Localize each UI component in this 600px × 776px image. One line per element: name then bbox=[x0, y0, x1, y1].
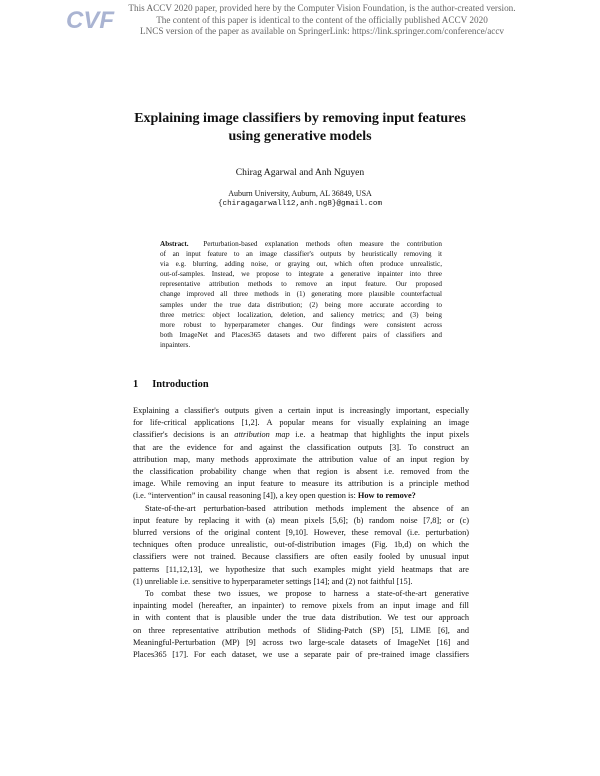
paragraph-line: techniques often produce unrealistic, out-of-distribution images (Fig. 1b,d) on which the bbox=[133, 540, 469, 550]
abstract-line: samples under the true data distribution; (2) being more accurate according to bbox=[160, 300, 442, 309]
cvf-logo bbox=[66, 6, 114, 34]
authors: Chirag Agarwal and Anh Nguyen bbox=[235, 167, 365, 178]
key-question: How to remove? bbox=[357, 491, 416, 501]
body-text bbox=[133, 405, 469, 661]
abstract-line: inpainters. bbox=[160, 340, 191, 349]
paragraph-line: inpainting model (hereafter, an inpainter) to remove pixels from an input image and fill bbox=[133, 601, 469, 611]
email: {chiragagarwall12,anh.ng8}@gmail.com bbox=[217, 200, 383, 208]
paragraph-line: blurred versions of the original content [9,10]. However, these removal (i.e. perturbation) bbox=[133, 528, 469, 538]
paragraph-line: on three representative attribution methods of Sliding-Patch (SP) [5], LIME [6], and bbox=[133, 625, 469, 635]
abstract-label: Abstract. bbox=[160, 240, 189, 248]
abstract-line: change improved all three methods in (1) generating more plausible counterfactual bbox=[160, 290, 442, 299]
paragraph-line: the classification probability change when that region is absent i.e. removed from the bbox=[133, 467, 469, 477]
paragraph-line: To combat these two issues, we propose to harness a state-of-the-art generative bbox=[145, 589, 469, 599]
abstract-line: out-of-samples. Instead, we propose to integrate a generative inpainter into three bbox=[160, 270, 442, 279]
section-heading bbox=[133, 379, 209, 390]
notice-line: LNCS version of the paper as available on SpringerLink: https://link.springer.com/conference/accv bbox=[139, 26, 505, 37]
notice-line: The content of this paper is identical to the content of the officially published ACCV 2020 bbox=[156, 14, 488, 25]
abstract-line: via e.g. blurring, adding noise, or graying out, which often produce unrealistic, bbox=[160, 260, 442, 269]
attribution-map-term: attribution map bbox=[234, 430, 290, 440]
paragraph-line: Places365 [17]. For each dataset, we use a separate pair of pre-trained image classifiers bbox=[133, 650, 469, 660]
paragraph-line: State-of-the-art perturbation-based attribution methods implement the absence of an bbox=[145, 503, 469, 513]
affiliation-block bbox=[100, 188, 500, 210]
paragraph-line: input feature by replacing it with (a) mean pixels [5,6]; (b) random noise [7,8]; or (c) bbox=[133, 515, 469, 525]
notice-line: This ACCV 2020 paper, provided here by the Computer Vision Foundation, is the author-created version. bbox=[128, 3, 516, 13]
paragraph-line: patterns [11,12,13], we hypothesize that such examples might yield heatmaps that are bbox=[133, 564, 469, 574]
abstract-line: Abstract. Perturbation-based explanation methods often measure the contribution bbox=[160, 240, 443, 248]
paragraph-line: Meaningful-Perturbation (MP) [9] across two large-scale datasets of ImageNet [16] and bbox=[133, 637, 469, 647]
title-line: Explaining image classifiers by removing input features bbox=[134, 111, 466, 126]
paragraph-line: Explaining a classifier's outputs given a certain input is increasingly important, especially bbox=[133, 406, 469, 415]
paragraph-line: classifiers were not trained. Because classifiers are often easily fooled by unusual input bbox=[133, 552, 469, 562]
paper-title bbox=[100, 110, 500, 146]
paragraph-line: (1) unreliable i.e. sensitive to hyperparameter settings [14]; and (2) not faithful [15]. bbox=[133, 576, 413, 586]
paragraph-line: in with content that is plausible under the true data distribution. We test our approach bbox=[133, 613, 469, 623]
paragraph-line: that are the evidence for and against the classification outputs [3]. To construct an bbox=[133, 442, 469, 452]
paragraph-line: for life-critical applications [1,2]. A popular means for visually explaining an image bbox=[133, 418, 469, 428]
cvf-banner bbox=[0, 0, 600, 38]
paragraph-line: (i.e. “intervention” in causal reasoning [4]), a key open question is: How to remove? bbox=[133, 491, 416, 501]
abstract bbox=[160, 239, 442, 350]
svg-text:CVF: CVF bbox=[66, 7, 114, 34]
abstract-line: three metrics: object localization, deletion, and saliency metrics; and (3) being bbox=[160, 310, 442, 319]
abstract-line: representative attribution methods to remove an input feature. Our proposed bbox=[160, 280, 442, 289]
section-number: 1 bbox=[133, 379, 139, 390]
paragraph-line: classifier's decisions is an attribution map i.e. a heatmap that highlights the input pixels bbox=[133, 430, 469, 440]
abstract-line: both ImageNet and Places365 datasets and two different pairs of classifiers and bbox=[160, 330, 442, 339]
title-line: using generative models bbox=[228, 129, 372, 144]
affiliation: Auburn University, Auburn, AL 36849, USA bbox=[228, 189, 372, 198]
copyright-notice bbox=[112, 3, 532, 38]
abstract-line: of an input feature to an image classifier's outputs by heuristically removing it bbox=[160, 250, 442, 259]
paragraph-line: image. While removing an input feature to measure its attribution is a principle method bbox=[133, 479, 469, 489]
section-title: Introduction bbox=[152, 379, 209, 390]
abstract-line: more robust to hyperparameter changes. Our findings were consistent across bbox=[160, 320, 442, 329]
paragraph-line: attribution map, many methods approximate the attribution value of an input region by bbox=[133, 454, 469, 464]
